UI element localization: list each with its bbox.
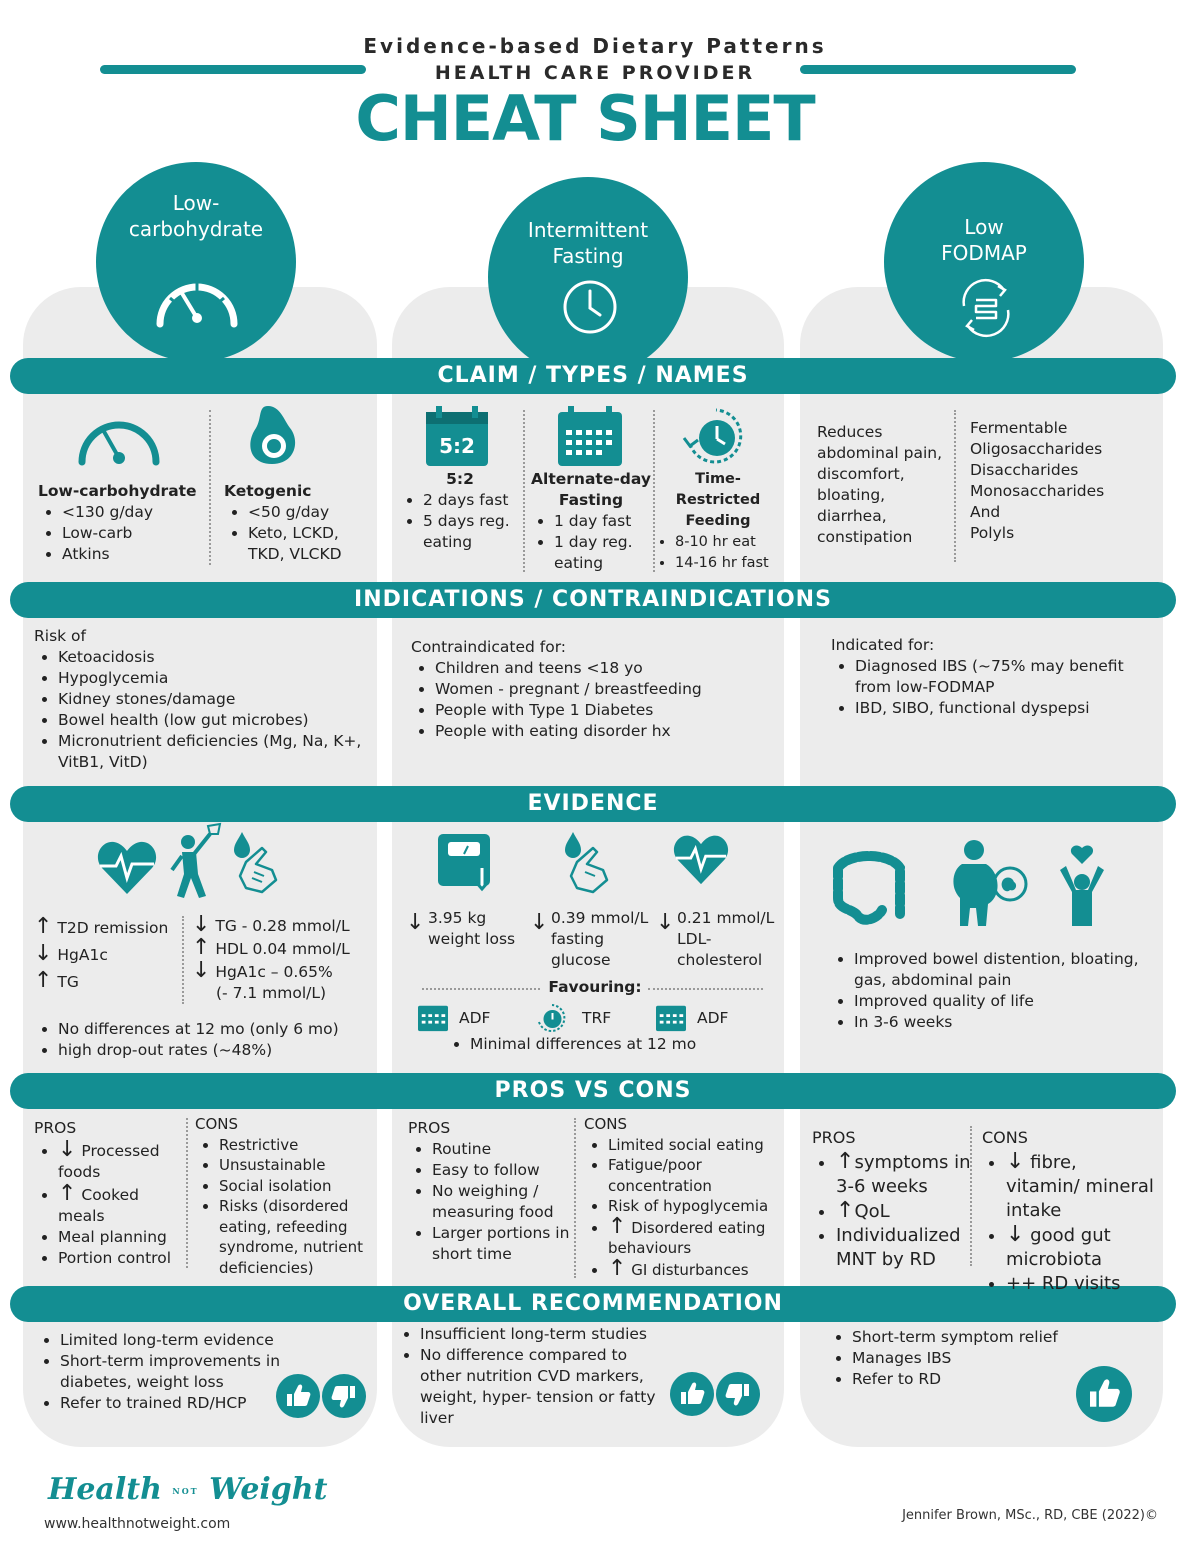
claim-title: Fasting (558, 491, 624, 509)
pros-label: PROS (812, 1128, 856, 1147)
evidence-fasting-stat-1 (406, 908, 531, 950)
cons-lowcarb (195, 1114, 375, 1278)
list-item: • People with eating disorder hx (435, 721, 781, 742)
list-item: • People with Type 1 Diabetes (435, 700, 781, 721)
list-item: • Minimal differences at 12 mo (470, 1034, 766, 1055)
pros-fodmap (812, 1126, 972, 1272)
down-arrow-icon: ↓ (1006, 1149, 1025, 1174)
list-item: • Larger portions in short time (432, 1223, 576, 1265)
blood-test-hand-icon (232, 830, 282, 896)
stat-text: weight loss (428, 930, 516, 948)
intestine-icon (954, 276, 1018, 340)
list-item: • ++ RD visits (1006, 1272, 1154, 1296)
list-item: • Easy to follow (432, 1160, 576, 1181)
evidence-stat (34, 943, 184, 966)
text-line: bloating, (817, 486, 886, 504)
speedometer-icon (76, 406, 162, 468)
list-item: • Micronutrient deficiencies (Mg, Na, K+, VitB1, VitD) (58, 731, 370, 773)
cons-fasting (584, 1114, 780, 1280)
calendar-label: 5:2 (439, 434, 475, 458)
item-text: good gut microbiota (1006, 1225, 1111, 1270)
divider (954, 410, 956, 562)
section-band-indications: INDICATIONS / CONTRAINDICATIONS (10, 582, 1176, 618)
stat-text: 0.21 mmol/L (677, 909, 775, 927)
thumbs-down-icon (716, 1372, 760, 1416)
list-item: • Risk of hypoglycemia (608, 1196, 780, 1217)
column-header-fodmap (884, 162, 1084, 362)
section-band-evidence: EVIDENCE (10, 786, 1176, 822)
down-arrow-icon: ↓ (192, 912, 211, 937)
down-arrow-icon: ↓ (192, 958, 211, 983)
column-title-line: Low- (172, 191, 220, 215)
thumbs-down-icon (322, 1374, 366, 1418)
list-item: • Women - pregnant / breastfeeding (435, 679, 781, 700)
indications-fasting (411, 637, 781, 742)
column-title-line: Intermittent (527, 218, 649, 242)
item-text: Disordered eating behaviours (608, 1218, 766, 1257)
evidence-lowcarb-notes (34, 1019, 374, 1061)
section-intro: Contraindicated for: (411, 638, 567, 656)
stat-text: TG (57, 973, 79, 991)
heart-rate-icon (96, 838, 158, 896)
evidence-stat (34, 916, 184, 939)
list-item: • Limited social eating (608, 1135, 780, 1156)
claim-fodmap-acronym (970, 418, 1150, 544)
stat-text: fasting (551, 930, 605, 948)
claim-adf (530, 469, 652, 574)
column-title-line: carbohydrate (128, 217, 264, 241)
stat-text: HDL 0.04 mmol/L (215, 940, 350, 958)
list-item: • Meal planning (58, 1227, 186, 1248)
list-item: • 8-10 hr eat (675, 532, 781, 553)
list-item: • 2 days fast (423, 490, 521, 511)
divider (648, 988, 763, 990)
author-credit: Jennifer Brown, MSc., RD, CBE (2022)© (902, 1508, 1158, 1523)
section-band-overall: OVERALL RECOMMENDATION (10, 1286, 1176, 1322)
down-arrow-icon: ↓ (656, 910, 675, 935)
down-arrow-icon: ↓ (34, 941, 53, 966)
text-line: Disaccharides (970, 461, 1079, 479)
down-arrow-icon: ↓ (530, 910, 549, 935)
section-intro: Risk of (34, 627, 86, 645)
list-item: • Fatigue/poor concentration (608, 1155, 780, 1196)
list-item: • Portion control (58, 1248, 186, 1269)
header-subtitle: Evidence-based Dietary Patterns (363, 34, 827, 58)
down-arrow-icon: ↓ (406, 910, 425, 935)
column-title-line: Low (964, 215, 1004, 239)
overall-lowcarb (36, 1330, 286, 1414)
list-item: • Hypoglycemia (58, 668, 370, 689)
divider (186, 1118, 188, 1268)
list-item: • Refer to trained RD/HCP (60, 1393, 286, 1414)
list-item: • Refer to RD (852, 1369, 1128, 1390)
divider (970, 1126, 972, 1266)
list-item (608, 1213, 780, 1259)
divider (182, 916, 184, 1004)
favouring-item: ADF (697, 1009, 729, 1027)
logo-text: Health (48, 1472, 162, 1507)
item-text: QoL (854, 1201, 890, 1222)
list-item (58, 1139, 186, 1183)
list-item: • Social isolation (219, 1176, 375, 1197)
text-line: Monosaccharides (970, 482, 1105, 500)
list-item (1006, 1150, 1154, 1223)
list-item: • Low-carb (62, 523, 208, 544)
list-item: • Improved bowel distention, bloating, gas, abdominal pain (854, 949, 1150, 991)
list-item: • 1 day fast (554, 511, 652, 532)
timer-icon (680, 404, 748, 468)
page-title: CHEAT SHEET (355, 82, 815, 155)
up-arrow-icon: ↑ (58, 1181, 77, 1206)
claim-title: Ketogenic (224, 482, 312, 500)
header-audience: HEALTH CARE PROVIDER (434, 62, 756, 84)
text-line: abdominal pain, (817, 444, 943, 462)
up-arrow-icon: ↑ (34, 968, 53, 993)
scale-icon (436, 832, 496, 892)
list-item (836, 1199, 972, 1224)
text-line: Reduces (817, 423, 883, 441)
claim-title: 5:2 (446, 470, 474, 488)
evidence-lowcarb-right (192, 914, 372, 1004)
list-item: • Short-term symptom relief (852, 1327, 1128, 1348)
evidence-stat (34, 970, 184, 993)
evidence-stat (192, 983, 372, 1004)
section-band-claim: CLAIM / TYPES / NAMES (10, 358, 1176, 394)
list-item: • In 3-6 weeks (854, 1012, 1150, 1033)
down-arrow-icon: ↓ (1006, 1222, 1025, 1247)
heart-rate-icon (672, 832, 730, 886)
divider (523, 410, 525, 572)
up-arrow-icon: ↑ (34, 914, 53, 939)
bloated-person-icon (944, 838, 1030, 928)
blood-test-hand-icon (560, 830, 616, 896)
stat-text: 3.95 kg (428, 909, 487, 927)
list-item: • Limited long-term evidence (60, 1330, 286, 1351)
claim-title: Feeding (685, 513, 751, 529)
website-link[interactable]: www.healthnotweight.com (44, 1516, 231, 1532)
item-text: symptoms in 3-6 weeks (836, 1152, 971, 1197)
happy-person-icon (1056, 842, 1108, 928)
divider (574, 1118, 576, 1278)
claim-trf (655, 469, 781, 574)
list-item: • No difference compared to other nutrition CVD markers, weight, hyper- tension or fatty liver (420, 1345, 762, 1429)
evidence-stat (192, 937, 372, 960)
speedometer-icon (154, 268, 240, 328)
list-item (608, 1255, 780, 1281)
column-title-line: Fasting (552, 244, 624, 268)
favouring-item: TRF (582, 1009, 612, 1027)
up-arrow-icon: ↑ (608, 1255, 627, 1281)
divider (209, 410, 211, 565)
intestine-icon (828, 848, 912, 928)
calendar-grid-icon (416, 1002, 450, 1032)
cons-label: CONS (982, 1128, 1028, 1147)
text-line: And (970, 503, 1001, 521)
calendar-grid-icon (556, 404, 624, 468)
list-item: • Atkins (62, 544, 208, 565)
thumbs-up-icon (276, 1374, 320, 1418)
list-item: • 14-16 hr fast (675, 553, 781, 574)
pros-label: PROS (34, 1119, 77, 1137)
list-item: • Ketoacidosis (58, 647, 370, 668)
evidence-fodmap (830, 949, 1150, 1033)
up-arrow-icon: ↑ (836, 1149, 855, 1174)
evidence-fasting-note (446, 1034, 766, 1055)
thumbs-up-icon (1076, 1366, 1132, 1422)
list-item (58, 1183, 186, 1227)
claim-title: Time-Restricted (675, 471, 761, 508)
cons-fodmap (982, 1126, 1154, 1296)
stat-text: glucose (551, 951, 611, 969)
list-item: • Individualized MNT by RD (836, 1224, 972, 1272)
item-text: Processed foods (58, 1142, 160, 1181)
column-title-line: FODMAP (941, 241, 1027, 265)
calendar-grid-icon (654, 1002, 688, 1032)
indications-fodmap (831, 635, 1151, 719)
favouring-item: ADF (459, 1009, 491, 1027)
indications-lowcarb (34, 626, 370, 773)
list-item: • No differences at 12 mo (only 6 mo) (58, 1019, 374, 1040)
list-item: • Children and teens <18 yo (435, 658, 781, 679)
list-item: • Improved quality of life (854, 991, 1150, 1012)
evidence-stat (192, 960, 372, 983)
brand-logo (48, 1472, 327, 1507)
section-intro: Indicated for: (831, 636, 935, 654)
cons-label: CONS (195, 1115, 239, 1133)
item-text: Cooked meals (58, 1186, 139, 1225)
pros-fasting (408, 1118, 576, 1265)
list-item: • Insufficient long-term studies (420, 1324, 762, 1345)
up-arrow-icon: ↑ (836, 1198, 855, 1223)
list-item: • No weighing / measuring food (432, 1181, 576, 1223)
list-item: • <50 g/day (248, 502, 374, 523)
list-item (1006, 1223, 1154, 1272)
list-item: • Routine (432, 1139, 576, 1160)
item-text: fibre, vitamin/ mineral intake (1006, 1152, 1154, 1221)
thumbs-up-icon (670, 1372, 714, 1416)
claim-keto (224, 481, 374, 565)
stat-text: (- 7.1 mmol/L) (216, 984, 327, 1002)
text-line: discomfort, (817, 465, 905, 483)
person-celebrating-icon (166, 822, 226, 900)
stat-text: LDL- (677, 930, 712, 948)
evidence-stat (192, 914, 372, 937)
list-item: • IBD, SIBO, functional dyspepsi (855, 698, 1151, 719)
column-header-lowcarb (96, 162, 296, 362)
stat-text: T2D remission (57, 919, 169, 937)
stat-text: cholesterol (677, 951, 763, 969)
stat-text: HgA1c (57, 946, 108, 964)
up-arrow-icon: ↑ (192, 935, 211, 960)
up-arrow-icon: ↑ (608, 1213, 627, 1239)
clock-icon (562, 279, 618, 335)
list-item: • 1 day reg. eating (554, 532, 652, 574)
evidence-lowcarb-left (34, 916, 184, 993)
column-header-fasting (488, 177, 688, 377)
list-item: • Manages IBS (852, 1348, 1128, 1369)
claim-title: Low-carbohydrate (38, 482, 197, 500)
item-text: GI disturbances (631, 1260, 749, 1279)
cons-label: CONS (584, 1115, 628, 1133)
text-line: constipation (817, 528, 913, 546)
evidence-fasting-stat-2 (530, 908, 658, 971)
list-item: • <130 g/day (62, 502, 208, 523)
down-arrow-icon: ↓ (58, 1137, 77, 1162)
claim-52 (399, 469, 521, 553)
stat-text: 0.39 mmol/L (551, 909, 649, 927)
text-line: Oligosaccharides (970, 440, 1103, 458)
list-item: • Risks (disordered eating, refeeding syndrome, nutrient deficiencies) (219, 1196, 375, 1278)
list-item: • Kidney stones/damage (58, 689, 370, 710)
avocado-icon (240, 402, 306, 468)
stat-text: HgA1c – 0.65% (215, 963, 333, 981)
stat-text: TG - 0.28 mmol/L (215, 917, 350, 935)
logo-text: NOT (172, 1486, 199, 1496)
text-line: Fermentable (970, 419, 1068, 437)
logo-text: Weight (209, 1472, 328, 1507)
list-item: • Short-term improvements in diabetes, weight loss (60, 1351, 286, 1393)
list-item: • Diagnosed IBS (~75% may benefit from low-FODMAP (855, 656, 1151, 698)
text-line: Polyls (970, 524, 1015, 542)
divider (422, 988, 540, 990)
list-item: • Bowel health (low gut microbes) (58, 710, 370, 731)
pros-label: PROS (408, 1119, 451, 1137)
list-item: • high drop-out rates (~48%) (58, 1040, 374, 1061)
list-item: • Keto, LCKD, TKD, VLCKD (248, 523, 374, 565)
timer-icon (534, 1002, 568, 1034)
claim-lowcarb (38, 481, 208, 565)
text-line: diarrhea, (817, 507, 887, 525)
list-item: • 5 days reg. eating (423, 511, 521, 553)
list-item: • Restrictive (219, 1135, 375, 1156)
list-item (836, 1150, 972, 1199)
claim-title: Alternate-day (531, 470, 651, 488)
favouring-label: Favouring: (548, 978, 642, 996)
evidence-fasting-stat-3 (656, 908, 782, 971)
pros-lowcarb (34, 1118, 186, 1269)
claim-fodmap-description (817, 422, 952, 548)
list-item: • Unsustainable (219, 1155, 375, 1176)
section-band-pros-cons: PROS VS CONS (10, 1073, 1176, 1109)
